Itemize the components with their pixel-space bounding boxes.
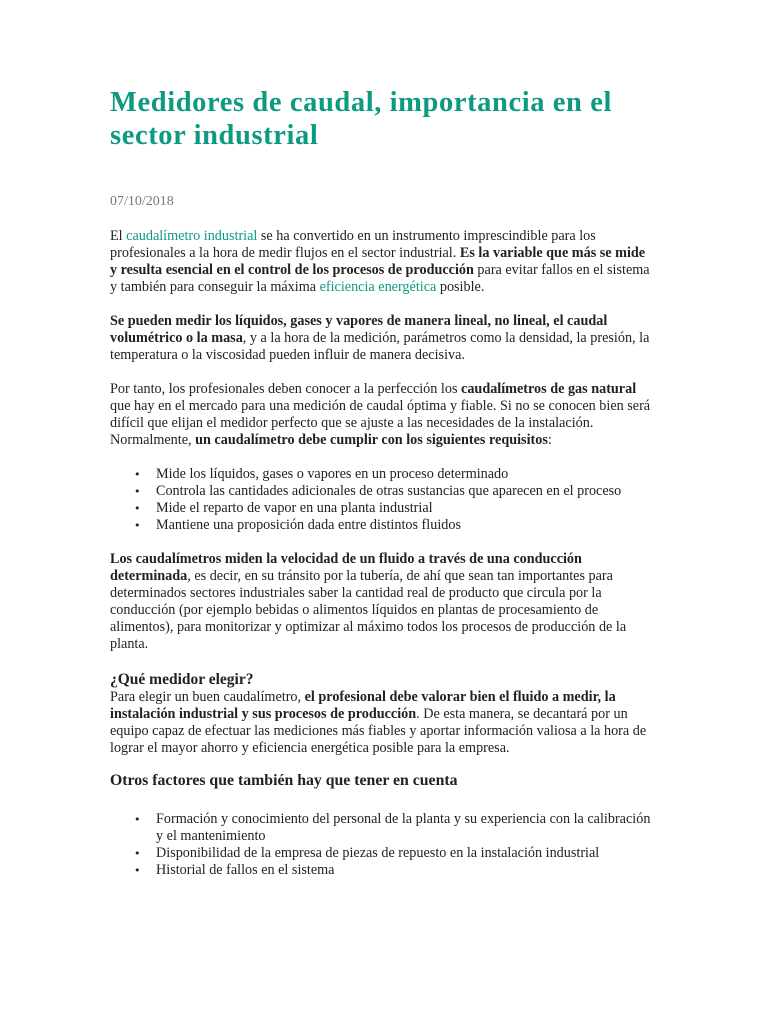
eficiencia-energetica-link[interactable]: eficiencia energética [319, 279, 437, 295]
requirements-paragraph [110, 381, 655, 449]
list-item: • Historial de fallos en el sistema [156, 862, 655, 879]
velocity-paragraph [110, 551, 655, 653]
text: Para elegir un buen caudalímetro, [110, 689, 305, 705]
article-title: Medidores de caudal, importancia en el sector industrial [110, 87, 612, 151]
choose-paragraph [110, 689, 655, 757]
bold-text: un caudalímetro debe cumplir con los siguientes requisitos [195, 432, 548, 448]
text: que hay en el mercado para una medición de caudal óptima y fiable. Si no se conocen bien será difícil que elijan el medidor perfecto que se ajuste a las necesidades de la instalación. Normalmente, [110, 398, 651, 448]
list-item: • Mantiene una proposición dada entre distintos fluidos [156, 517, 655, 534]
requirements-list [110, 466, 655, 534]
text: . De esta manera, se decantará por un equipo capaz de efectuar las mediciones más fiables y aportar información valiosa a la hora de lograr el mayor ahorro y eficiencia energética posible para la empresa. [110, 706, 647, 756]
section-heading-choose: ¿Qué medidor elegir? [110, 671, 254, 688]
text: Por tanto, los profesionales deben conocer a la perfección los [110, 381, 462, 397]
bold-text: Los caudalímetros miden la velocidad de un fluido a través de una conducción determinada [110, 551, 582, 584]
list-item: • Disponibilidad de la empresa de piezas de repuesto en la instalación industrial [156, 845, 655, 862]
intro-paragraph [110, 228, 655, 296]
bold-text: Es la variable que más se mide y resulta esencial en el control de los procesos de producción [110, 245, 646, 278]
text: El [110, 228, 127, 244]
publish-date: 07/10/2018 [110, 194, 174, 209]
list-item: • Mide los líquidos, gases o vapores en un proceso determinado [156, 466, 655, 483]
text: , es decir, en su tránsito por la tubería, de ahí que sean tan importantes para determinados sectores industriales saber la cantidad real de producto que circula por la conducción (por ejemplo bebidas o alimentos líquidos en plantas de procesamiento de alimentos), para monitorizar y optimizar al máximo todos los procesos de producción de la planta. [110, 568, 627, 652]
text: : [547, 432, 552, 448]
text: posible. [436, 279, 485, 295]
section-heading-factors: Otros factores que también hay que tener en cuenta [110, 772, 458, 789]
text: para evitar fallos en el sistema y también para conseguir la máxima [110, 262, 650, 295]
list-item: • Controla las cantidades adicionales de otras sustancias que aparecen en el proceso [156, 483, 655, 500]
caudalimetro-industrial-link[interactable]: caudalímetro industrial [126, 228, 258, 244]
bold-text: Se pueden medir los líquidos, gases y vapores de manera lineal, no lineal, el caudal volumétrico o la masa [110, 313, 608, 346]
text: se ha convertido en un instrumento imprescindible para los profesionales a la hora de medir flujos en el sector industrial. [110, 228, 596, 261]
bold-text: el profesional debe valorar bien el fluido a medir, la instalación industrial y sus procesos de producción [110, 689, 616, 722]
article [110, 86, 655, 879]
bold-text: caudalímetros de gas natural [461, 381, 637, 397]
list-item: • Formación y conocimiento del personal de la planta y su experiencia con la calibración y el mantenimiento [156, 811, 655, 845]
list-item: • Mide el reparto de vapor en una planta industrial [156, 500, 655, 517]
factors-list [110, 811, 655, 879]
measurement-paragraph [110, 313, 655, 364]
text: , y a la hora de la medición, parámetros como la densidad, la presión, la temperatura o la viscosidad pueden influir de manera decisiva. [110, 330, 650, 363]
